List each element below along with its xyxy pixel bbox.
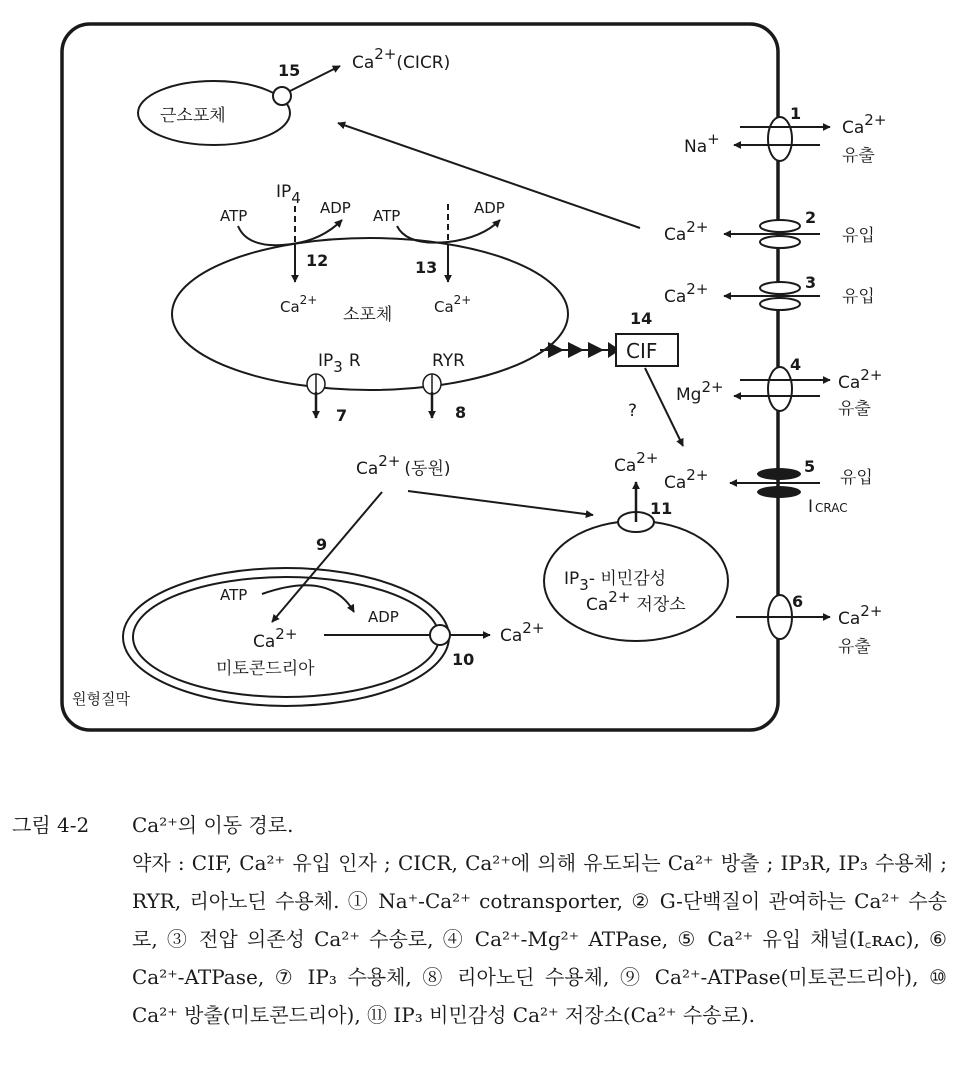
er-label: 소포체 xyxy=(343,305,393,325)
number-6: 6 xyxy=(792,592,804,611)
number-10: 10 xyxy=(452,650,475,669)
mito-adp-label: ADP xyxy=(368,608,399,626)
ca-released-11: Ca2+ xyxy=(614,449,659,476)
number-3: 3 xyxy=(805,273,817,292)
mito-atp-adp-curve xyxy=(262,585,354,612)
cicr-channel-15 xyxy=(273,87,291,105)
atp-adp-curve-12 xyxy=(238,220,342,245)
icrac-label: I CRAC xyxy=(808,497,848,517)
atp-label-12: ATP xyxy=(220,207,248,225)
caption-body: 약자 : CIF, Ca²⁺ 유입 인자 ; CICR, Ca²⁺에 의해 유도되는 Ca²⁺ 방출 ; IP₃R, IP₃ 수용체 ; RYR, 리아노딘 수용체. ① Na⁺-Ca²⁺ cotransporter, ② G-단백질이 관여하는 Ca²⁺ 수송로, ③ 전압 의존성 Ca²⁺ 수송로, ④ Ca²⁺-Mg²⁺ ATPase, ⑤ Ca²⁺ 유입 채널(I꜀ʀᴀᴄ), ⑥ Ca²⁺-ATPase, ⑦ IP₃ 수용체, ⑧ 리아노딘 수용체, ⑨ Ca²⁺-ATPase(미토콘드리아), ⑩ Ca²⁺ 방출(미토콘드리아), ⑪ IP₃ 비민감성 Ca²⁺ 저장소(Ca²⁺ 수송로). xyxy=(132,851,947,1027)
adp-label-12: ADP xyxy=(320,199,351,217)
adp-label-13: ADP xyxy=(474,199,505,217)
cif-label: CIF xyxy=(626,339,658,363)
channel-3-bottom xyxy=(760,298,800,310)
number-9: 9 xyxy=(316,535,328,554)
mobilized-to-store-arrow xyxy=(408,491,593,515)
channel-2-top xyxy=(760,220,800,232)
ca-label-3: Ca2+ xyxy=(664,280,709,307)
mito-release-channel-10 xyxy=(430,625,450,645)
mobilized-to-mito-arrow-9 xyxy=(272,492,382,622)
caption-title: Ca²⁺의 이동 경로. xyxy=(132,813,294,837)
plasma-membrane-label: 원형질막 xyxy=(72,690,130,708)
number-5: 5 xyxy=(804,457,816,476)
outflow-label-6: 유출 xyxy=(838,637,871,657)
ca-efflux-label-1: Ca2+ xyxy=(842,111,887,138)
figure-caption xyxy=(12,806,947,1034)
plasma-membrane-boundary xyxy=(62,24,778,730)
ip3r-label: IP3 R xyxy=(318,351,361,376)
channel-3-top xyxy=(760,282,800,294)
ca-in-er-13: $Ca^{2+}$ xyxy=(434,293,472,316)
crac-channel-5-bottom xyxy=(757,486,801,498)
ca-label-2: Ca2+ xyxy=(664,218,709,245)
store-label-line2: Ca2+ 저장소 xyxy=(586,588,686,615)
outflow-label-1: 유출 xyxy=(842,146,875,166)
caption-heading xyxy=(12,806,947,844)
number-13: 13 xyxy=(415,258,438,277)
number-2: 2 xyxy=(805,208,817,227)
number-11: 11 xyxy=(650,499,673,518)
ca-efflux-label-6: Ca2+ xyxy=(838,602,883,629)
cif-to-channel-5-arrow xyxy=(645,368,683,446)
ca-label-5: Ca2+ xyxy=(664,466,709,493)
number-7: 7 xyxy=(336,406,348,425)
inflow-label-2: 유입 xyxy=(842,226,875,246)
sarcoplasmic-reticulum-label: 근소포체 xyxy=(160,106,226,126)
mito-ca-label: Ca2+ xyxy=(253,625,298,652)
ca-in-er-12: $Ca^{2+}$ xyxy=(280,293,318,316)
inflow-label-3: 유입 xyxy=(842,287,875,307)
question-mark: ? xyxy=(628,401,638,421)
ca-mobilized-label: Ca2+ (동원) xyxy=(356,452,451,479)
number-8: 8 xyxy=(455,403,467,422)
number-4: 4 xyxy=(790,355,802,374)
store-label-line1: IP3- 비민감성 xyxy=(564,569,667,594)
figure-number: 그림 4-2 xyxy=(12,813,90,837)
number-12: 12 xyxy=(306,251,329,270)
ca-efflux-label-4: Ca2+ xyxy=(838,366,883,393)
transporter-1 xyxy=(768,117,792,161)
ip4-label: IP4 xyxy=(276,182,301,207)
na-label: Na+ xyxy=(684,130,720,157)
number-1: 1 xyxy=(790,104,802,123)
number-15: 15 xyxy=(278,61,301,80)
mito-atp-label: ATP xyxy=(220,586,248,604)
inflow-label-5: 유입 xyxy=(840,468,873,488)
channel-2-bottom xyxy=(760,236,800,248)
number-14: 14 xyxy=(630,309,653,328)
ryr-label: RYR xyxy=(432,351,465,371)
mito-released-ca: Ca2+ xyxy=(500,619,545,646)
atpase-4 xyxy=(768,367,792,411)
outflow-label-4: 유출 xyxy=(838,399,871,419)
mg-label: Mg2+ xyxy=(676,378,724,405)
atp-label-13: ATP xyxy=(373,207,401,225)
crac-channel-5-top xyxy=(757,468,801,480)
mitochondria-label: 미토콘드리아 xyxy=(216,659,315,679)
ca-cicr-label: Ca2+(CICR) xyxy=(352,45,451,73)
